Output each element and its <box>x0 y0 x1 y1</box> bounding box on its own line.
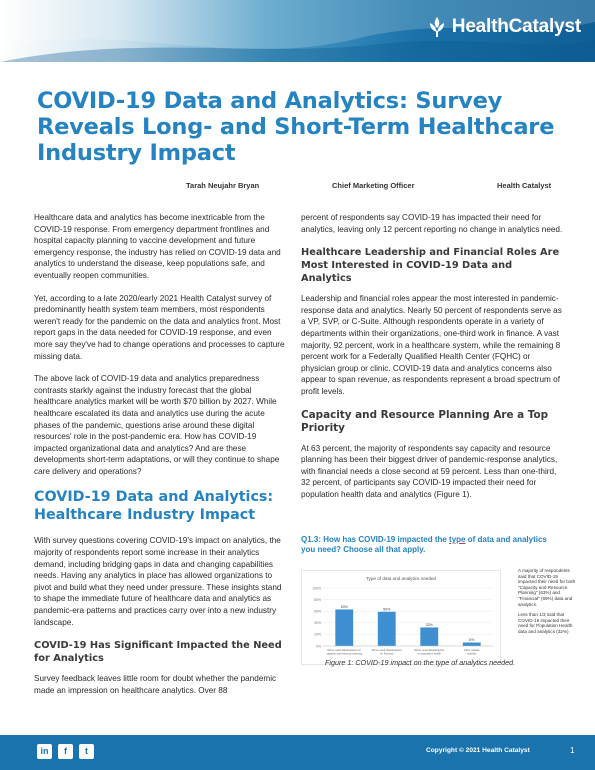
paragraph: At 63 percent, the majority of respondents say capacity and resource planning has been their biggest driver of pandemic-response analytics, with financial needs a close second at 59 percent. Less than one-third, 32 percent, of participants say COVID-19 impacted their need for population health data and analytics (Figure 1). <box>301 443 558 499</box>
linkedin-icon[interactable]: in <box>37 744 52 759</box>
bar-chart <box>301 570 501 665</box>
bar <box>335 609 353 646</box>
footer <box>0 735 595 770</box>
subheading: Capacity and Resource Planning Are a Top Priority <box>301 408 549 434</box>
x-category-label: We've need data/analytics <box>414 649 445 652</box>
x-category-label: on financial <box>380 652 394 656</box>
figure-note: Less than 1/3 said that COVID-19 impacted their need for Population Health data and analytics (32%) <box>518 612 573 634</box>
chart-title: Type of data and analytics needed <box>366 576 436 581</box>
bar <box>420 627 438 646</box>
logo-text: HealthCatalyst <box>451 16 581 37</box>
y-tick-label: 20% <box>314 632 321 637</box>
right-column <box>301 212 563 512</box>
page-number: 1 <box>570 746 575 755</box>
header-band <box>0 0 595 62</box>
document-title: COVID-19 Data and Analytics: Survey Reveals Long- and Short-Term Healthcare Industry Impact <box>37 88 555 166</box>
section-heading: COVID-19 Data and Analytics: Healthcare Industry Impact <box>34 489 274 524</box>
bar-chart-svg <box>301 570 501 665</box>
y-tick-label: 100% <box>312 586 321 591</box>
paragraph: percent of respondents say COVID-19 has impacted their need for analytics, leaving only 12 percent reporting no change in analytics need. <box>301 213 563 234</box>
y-tick-label: 60% <box>314 609 321 614</box>
figure-question-text: of data and analytics you need? Choose all that apply. <box>301 535 547 554</box>
copyright: Copyright © 2021 Health Catalyst <box>426 747 530 754</box>
bar <box>463 643 481 646</box>
paragraph: Survey feedback leaves little room for doubt whether the pandemic made an impression on healthcare analytics. Over 88 <box>34 674 277 695</box>
left-column <box>34 212 290 707</box>
x-category-label: Other (please <box>463 649 480 652</box>
y-tick-label: 80% <box>314 597 321 602</box>
figure-notes <box>518 568 576 640</box>
figure-question-text: Q1.3: How has COVID-19 impacted the <box>301 535 450 544</box>
y-tick-label: 40% <box>314 621 321 626</box>
paragraph: The above lack of COVID-19 data and analytics preparedness contrasts starkly against the industry forecast that the global healthcare analytics market will be worth $70 billion by 2027. While healthcare escalated its data and analytics use during the acute phases of the pandemic, questions arise around these digital resources' role in the post-pandemic era. How has COVID-19 impacted organizational data and analytics? And are these developments short-term adaptations, or will they continue to shape care delivery and operations? <box>34 374 280 476</box>
subheading: Healthcare Leadership and Financial Roles Are Most Interested in COVID-19 Data and Analytics <box>301 247 560 285</box>
health-catalyst-logo[interactable] <box>427 16 581 38</box>
twitter-icon[interactable]: t <box>79 744 94 759</box>
x-category-label: on population health <box>417 652 441 656</box>
bar-value-label: 6% <box>469 638 475 643</box>
y-tick-label: 0% <box>316 644 321 649</box>
byline-author: Tarah Neujahr Bryan <box>186 181 260 190</box>
bar-value-label: 32% <box>425 622 433 627</box>
paragraph: Healthcare data and analytics has become inextricable from the COVID-19 response. From emergency department frontlines and hospital capacity planning to vaccine development and future emergency response, the industry has relied on COVID-19 data and analytics to understand the disease, keep populations safe, and eventually reopen communities. <box>34 213 281 280</box>
x-category-label: We've need data/analytics <box>371 649 402 652</box>
social-links <box>37 744 94 759</box>
paragraph: Yet, according to a late 2020/early 2021 Health Catalyst survey of predominantly health system team members, most respondents weren't ready for the pandemic on the data and analytics front. Most report gaps in the data needed for COVID-19 response, and even more say they've had to change operations and processes to capture missing data. <box>34 293 285 361</box>
byline-role: Chief Marketing Officer <box>332 181 415 190</box>
bar-value-label: 63% <box>340 604 348 609</box>
figure-caption: Figure 1: COVID-19 impact on the type of analytics needed. <box>325 658 516 667</box>
bar <box>378 612 396 646</box>
paragraph: Leadership and financial roles appear the most interested in pandemic-response data and analytics. Nearly 50 percent of respondents serve as a VP, SVP, or C-Suite. Although respondents operate in a variety of departments within their organizations, one-third work in finance. A vast majority, 92 percent, work in a healthcare system, while the remaining 8 percent work for a Federally Qualified Health Center (FQHC) or physician group or clinic. COVID-19 data and analytics concerns also appear to span revenue, as respondents represent a broad spectrum of profit levels. <box>301 294 562 396</box>
health-catalyst-logo-icon <box>427 16 447 38</box>
figure-1 <box>301 535 576 735</box>
paragraph: With survey questions covering COVID-19's impact on analytics, the majority of respondents report some increase in their analytics demand, including bridging gaps in data and changing capabilities needs. Having any analytics in place has allowed organizations to pivot and build what they need under pressure. These insights stand to shape the immediate future of healthcare data and analytics as pandemic-era patterns and practices carry over into a new industry landscape. <box>34 536 282 627</box>
figure-note: A majority of respondents said that COVID-19 impacted their need for both "Capacity and Resource Planning" (63%) and "Financial" (59%) data and analytics. <box>518 568 576 607</box>
x-category-label: We've need data/analytics on <box>327 649 362 652</box>
x-category-label: specify) <box>467 652 477 656</box>
figure-question <box>301 535 561 555</box>
subheading: COVID-19 Has Significant Impacted the Need for Analytics <box>34 640 282 665</box>
byline-organization: Health Catalyst <box>497 181 552 190</box>
x-category-label: capacity and resource planning <box>326 652 363 656</box>
figure-question-highlight: type <box>449 535 466 544</box>
bar-value-label: 59% <box>383 607 391 612</box>
facebook-icon[interactable]: f <box>58 744 73 759</box>
